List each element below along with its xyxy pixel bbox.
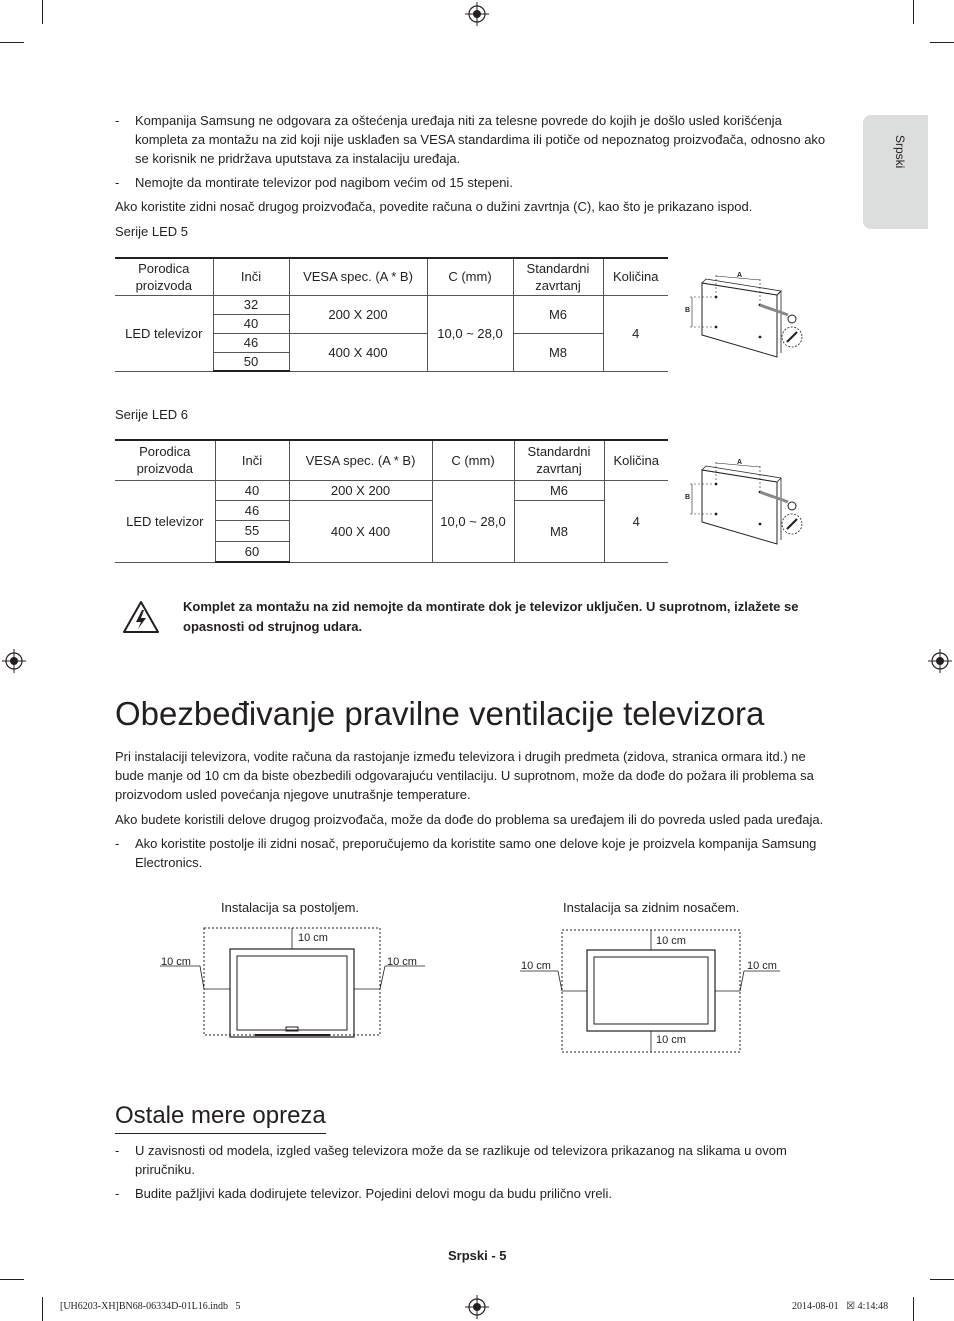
table-header: Inči [213, 258, 289, 295]
table-header: Standardni zavrtanj [513, 258, 603, 295]
dimension-label: B [685, 307, 691, 314]
table-header: Porodica proizvoda [115, 258, 213, 295]
table-header: Inči [215, 440, 289, 480]
table-header: VESA spec. (A * B) [289, 258, 427, 295]
table-header: Količina [603, 258, 668, 295]
table-header: C (mm) [427, 258, 513, 295]
list-item-text: U zavisnosti od modela, izgled vašeg televizora može da se razlikuje od televizora prikazanog na slikama u ovom priručniku. [135, 1143, 787, 1177]
wall-mount-diagram [682, 452, 810, 552]
intro-paragraph: Ako koristite zidni nosač drugog proizvođača, povedite računa o dužini zavrtnja (C), kao što je prikazano ispod. [115, 199, 753, 214]
table-caption: Serije LED 5 [115, 224, 188, 239]
table-cell: M8 [514, 500, 604, 562]
table-cell: 10,0 ~ 28,0 [427, 295, 513, 371]
table-cell: 40 [213, 314, 289, 333]
paragraph: Pri instalaciji televizora, vodite računa da rastojanje između televizora i drugih predmeta (zidova, stranica ormara itd.) ne bude manje od 10 cm da biste obezbedili odgovarajuću ventilaciju. U suprotnom, može da dođe do požara ili problema sa proizvodom usled povećanja njegove unutrašnje temperature. [115, 749, 814, 802]
dimension-label: 10 cm [656, 935, 686, 947]
table-cell: 55 [215, 520, 289, 541]
registration-mark-icon [928, 649, 952, 673]
table-row [115, 480, 668, 500]
table-cell: 40 [215, 480, 289, 500]
table-cell: 10,0 ~ 28,0 [432, 480, 514, 562]
table-cell: 50 [213, 352, 289, 371]
list-item-text: Kompanija Samsung ne odgovara za oštećenja uređaja niti za telesne povrede do kojih je došlo usled korišćenja kompleta za montažu na zid koji nije usklađen sa VESA standardima ili potiče od nepoznatog proizvođača, odnosno ako se korisnik ne pridržava uputstava za instalaciju uređaja. [135, 113, 826, 166]
crop-mark [913, 1297, 914, 1321]
spec-table-led6 [115, 439, 668, 563]
registration-mark-icon [465, 2, 489, 26]
table-header: Standardni zavrtanj [514, 440, 604, 480]
dimension-label: 10 cm [747, 960, 777, 972]
list-item-text: Ako koristite postolje ili zidni nosač, preporučujemo da koristite samo one delove koje je proizvela kompanija Samsung Electronics. [135, 836, 817, 870]
crop-mark [0, 1279, 24, 1280]
table-cell: 400 X 400 [289, 333, 427, 371]
table-cell: 200 X 200 [289, 295, 427, 333]
side-tab-label: Srpski [893, 135, 907, 169]
crop-mark [930, 1279, 954, 1280]
table-cell: 400 X 400 [289, 500, 432, 562]
table-header: Porodica proizvoda [115, 440, 215, 480]
warning-text: Komplet za montažu na zid nemojte da montirate dok je televizor uključen. U suprotnom, izlažete se opasnosti od strujnog udara. [183, 599, 799, 634]
table-cell: 4 [603, 295, 668, 371]
footer-timestamp: 2014-08-01 ☒ 4:14:48 [792, 1301, 889, 1312]
table-header: Količina [604, 440, 668, 480]
table-header: VESA spec. (A * B) [289, 440, 432, 480]
figure-title: Instalacija sa postoljem. [221, 900, 360, 915]
table-cell: M6 [514, 480, 604, 500]
electric-warning-icon [122, 600, 160, 634]
table-caption: Serije LED 6 [115, 407, 188, 422]
registration-mark-icon [2, 649, 26, 673]
list-item-text: Nemojte da montirate televizor pod nagibom većim od 15 stepeni. [135, 175, 513, 190]
footer-file-name: [UH6203-XH]BN68-06334D-01L16.indb 5 [60, 1301, 241, 1312]
language-side-tab [863, 115, 928, 229]
page-number: Srpski - 5 [448, 1248, 507, 1263]
table-cell: LED televizor [115, 295, 213, 371]
dimension-label: A [737, 272, 743, 279]
table-header: C (mm) [432, 440, 514, 480]
dimension-label: 10 cm [387, 956, 417, 968]
crop-mark [913, 0, 914, 24]
crop-mark [42, 0, 43, 24]
figure-title: Instalacija sa zidnim nosačem. [563, 900, 740, 915]
spec-table-led5 [115, 257, 668, 372]
table-row [115, 295, 668, 314]
table-cell: 32 [213, 295, 289, 314]
paragraph: Ako budete koristili delove drugog proizvođača, može da dođe do problema sa uređajem ili do povreda usled pada uređaja. [115, 812, 824, 827]
section-subtitle: Ostale mere opreza [115, 1100, 326, 1134]
crop-mark [0, 42, 24, 43]
list-item-text: Budite pažljivi kada dodirujete televizor. Pojedini delovi mogu da budu prilično vreli. [135, 1186, 612, 1201]
dimension-label: A [737, 459, 743, 466]
section-title: Obezbeđivanje pravilne ventilacije televizora [115, 695, 765, 732]
table-cell: 46 [213, 333, 289, 352]
crop-mark [42, 1297, 43, 1321]
table-cell: 60 [215, 541, 289, 562]
dimension-label: B [685, 494, 691, 501]
table-cell: M6 [513, 295, 603, 333]
crop-mark [930, 42, 954, 43]
dimension-label: 10 cm [298, 932, 328, 944]
table-cell: 46 [215, 500, 289, 520]
table-cell: 4 [604, 480, 668, 562]
table-cell: 200 X 200 [289, 480, 432, 500]
stand-ventilation-diagram [160, 925, 425, 1045]
table-cell: LED televizor [115, 480, 215, 562]
dimension-label: 10 cm [161, 956, 191, 968]
wall-ventilation-diagram [520, 925, 780, 1055]
registration-mark-icon [465, 1295, 489, 1319]
table-cell: M8 [513, 333, 603, 371]
wall-mount-diagram [682, 265, 810, 365]
dimension-label: 10 cm [656, 1034, 686, 1046]
dimension-label: 10 cm [521, 960, 551, 972]
